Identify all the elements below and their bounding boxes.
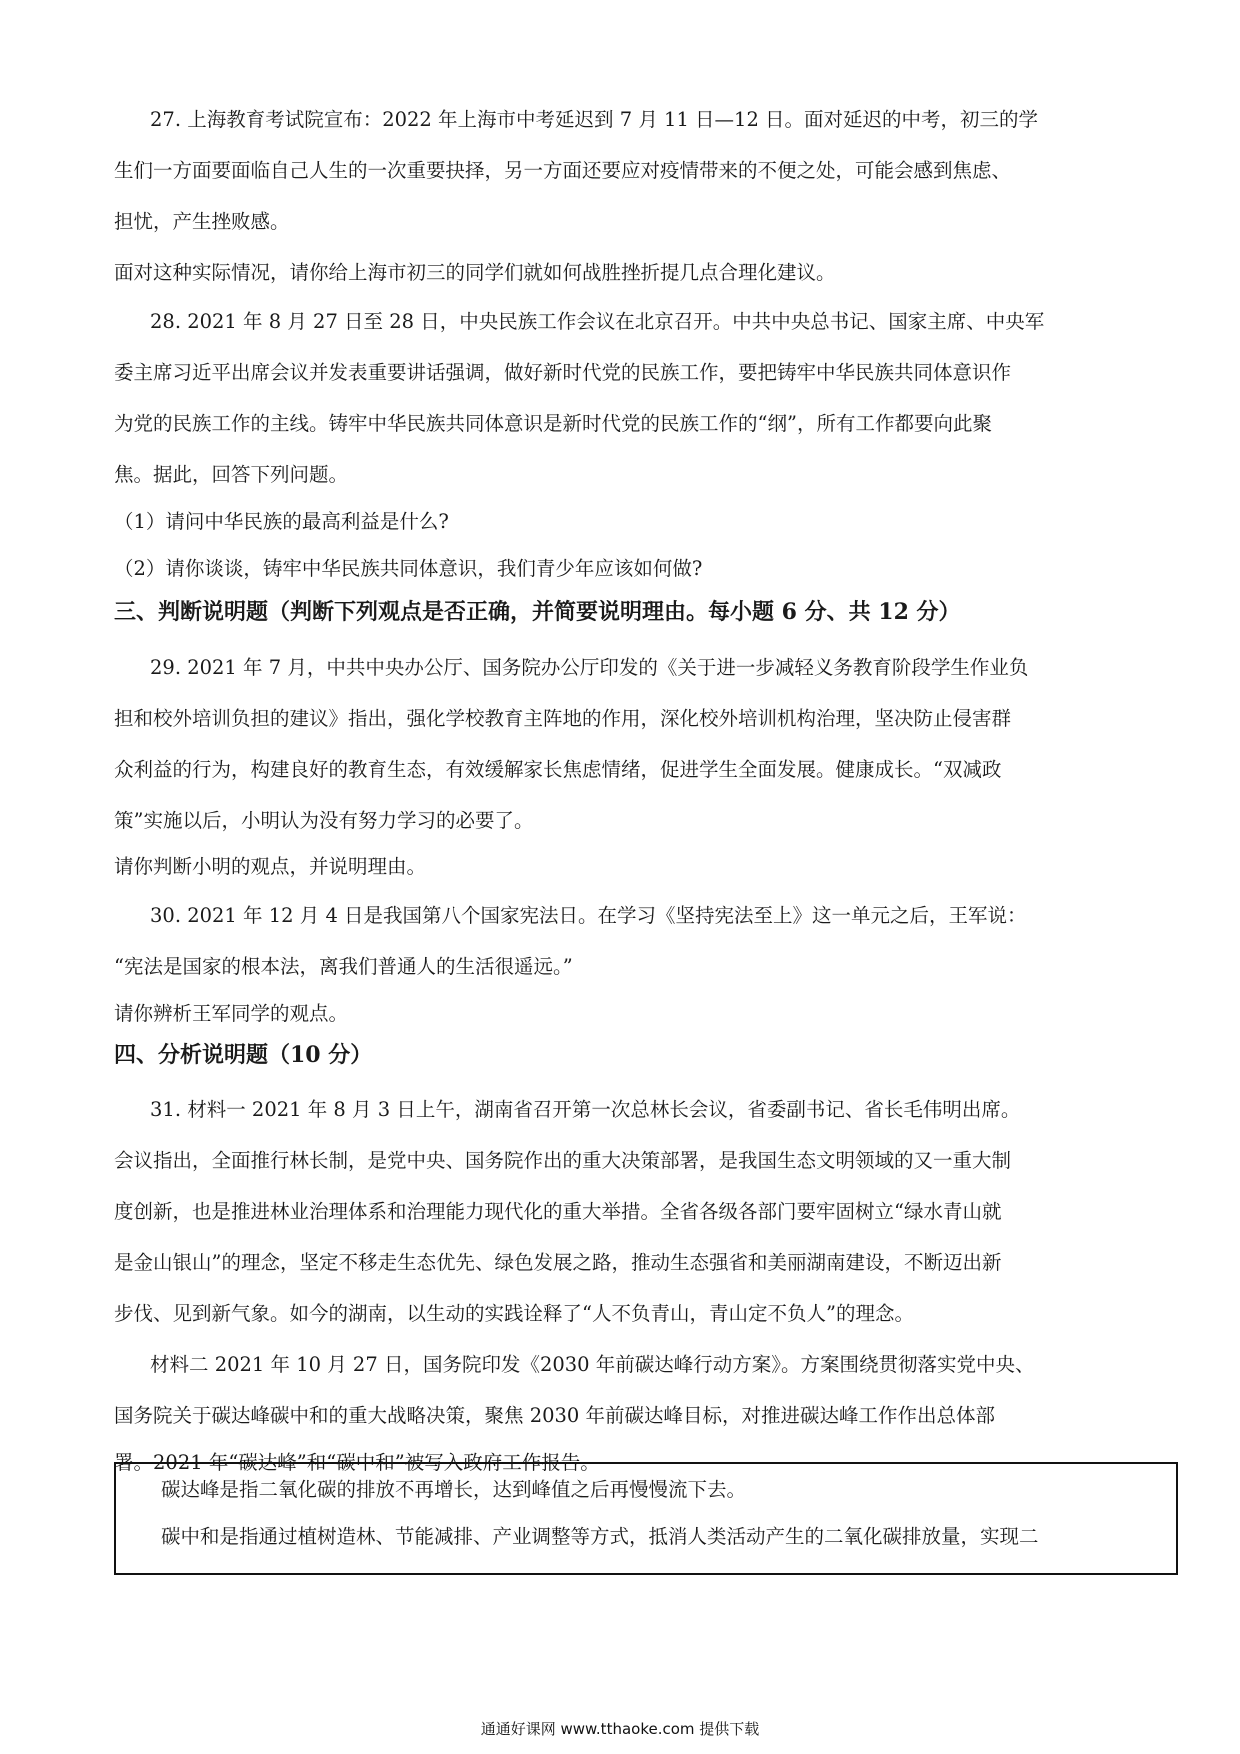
q31-material-1-line-5: 步伐、见到新气象。如今的湖南，以生动的实践诠释了“人不负青山，青山定不负人”的理念。	[114, 1302, 914, 1325]
q31-material-2-line-2: 国务院关于碳达峰碳中和的重大战略决策，聚焦 2030 年前碳达峰目标，对推进碳达峰工作作出总体部	[114, 1404, 996, 1427]
q29-prompt: 请你判断小明的观点，并说明理由。	[114, 855, 427, 878]
section-4-title: 四、分析说明题（10 分）	[114, 1042, 373, 1068]
q31-material-1-line-1: 31. 材料一 2021 年 8 月 3 日上午，湖南省召开第一次总林长会议，省委副书记、省长毛伟明出席。	[150, 1098, 1021, 1121]
q31-material-2-line-1: 材料二 2021 年 10 月 27 日，国务院印发《2030 年前碳达峰行动方案》。方案围绕贯彻落实党中央、	[150, 1353, 1035, 1376]
q28-line-2: 委主席习近平出席会议并发表重要讲话强调，做好新时代党的民族工作，要把铸牢中华民族共同体意识作	[114, 361, 1012, 384]
q27-line-2: 生们一方面要面临自己人生的一次重要抉择，另一方面还要应对疫情带来的不便之处，可能会感到焦虑、	[114, 159, 1012, 182]
definition-box	[114, 1462, 1178, 1575]
q28-subquestion-1: （1）请问中华民族的最高利益是什么?	[114, 510, 449, 533]
q30-line-2: “宪法是国家的根本法，离我们普通人的生活很遥远。”	[114, 955, 573, 978]
q31-material-1-line-2: 会议指出，全面推行林长制，是党中央、国务院作出的重大决策部署，是我国生态文明领域的又一重大制	[114, 1149, 1012, 1172]
q31-material-2-line-3: 署。2021 年“碳达峰”和“碳中和”被写入政府工作报告。	[114, 1451, 600, 1474]
q31-material-1-line-3: 度创新，也是推进林业治理体系和治理能力现代化的重大举措。全省各级各部门要牢固树立“绿水青山就	[114, 1200, 1002, 1223]
section-3-title: 三、判断说明题（判断下列观点是否正确，并简要说明理由。每小题 6 分、共 12 分）	[114, 599, 961, 625]
q30-line-1: 30. 2021 年 12 月 4 日是我国第八个国家宪法日。在学习《坚持宪法至上》这一单元之后，王军说：	[150, 904, 1027, 927]
q29-line-3: 众利益的行为，构建良好的教育生态，有效缓解家长焦虑情绪，促进学生全面发展。健康成长。“双减政	[114, 758, 1002, 781]
q27-line-1: 27. 上海教育考试院宣布：2022 年上海市中考延迟到 7 月 11 日—12 日。面对延迟的中考，初三的学	[150, 108, 1039, 131]
q28-subquestion-2: （2）请你谈谈，铸牢中华民族共同体意识，我们青少年应该如何做?	[114, 557, 703, 580]
carbon-neutral-definition: 碳中和是指通过植树造林、节能减排、产业调整等方式，抵消人类活动产生的二氧化碳排放量，实现二	[161, 1525, 1039, 1548]
q29-line-4: 策”实施以后，小明认为没有努力学习的必要了。	[114, 809, 534, 832]
q27-prompt: 面对这种实际情况，请你给上海市初三的同学们就如何战胜挫折提几点合理化建议。	[114, 261, 836, 284]
q28-line-3: 为党的民族工作的主线。铸牢中华民族共同体意识是新时代党的民族工作的“纲”，所有工作都要向此聚	[114, 412, 992, 435]
q29-line-2: 担和校外培训负担的建议》指出，强化学校教育主阵地的作用，深化校外培训机构治理，坚决防止侵害群	[114, 707, 1012, 730]
q29-line-1: 29. 2021 年 7 月，中共中央办公厅、国务院办公厅印发的《关于进一步减轻义务教育阶段学生作业负	[150, 656, 1029, 679]
q31-material-1-line-4: 是金山银山”的理念，坚定不移走生态优先、绿色发展之路，推动生态强省和美丽湖南建设，不断迈出新	[114, 1251, 1002, 1274]
q28-line-4: 焦。据此，回答下列问题。	[114, 463, 349, 486]
q28-line-1: 28. 2021 年 8 月 27 日至 28 日，中央民族工作会议在北京召开。中共中央总书记、国家主席、中央军	[150, 310, 1045, 333]
q30-prompt: 请你辨析王军同学的观点。	[114, 1002, 349, 1025]
q27-line-3: 担忧，产生挫败感。	[114, 210, 290, 233]
page-footer: 通通好课网 www.tthaoke.com 提供下载	[480, 1720, 760, 1738]
carbon-peak-definition: 碳达峰是指二氧化碳的排放不再增长，达到峰值之后再慢慢流下去。	[161, 1478, 747, 1501]
